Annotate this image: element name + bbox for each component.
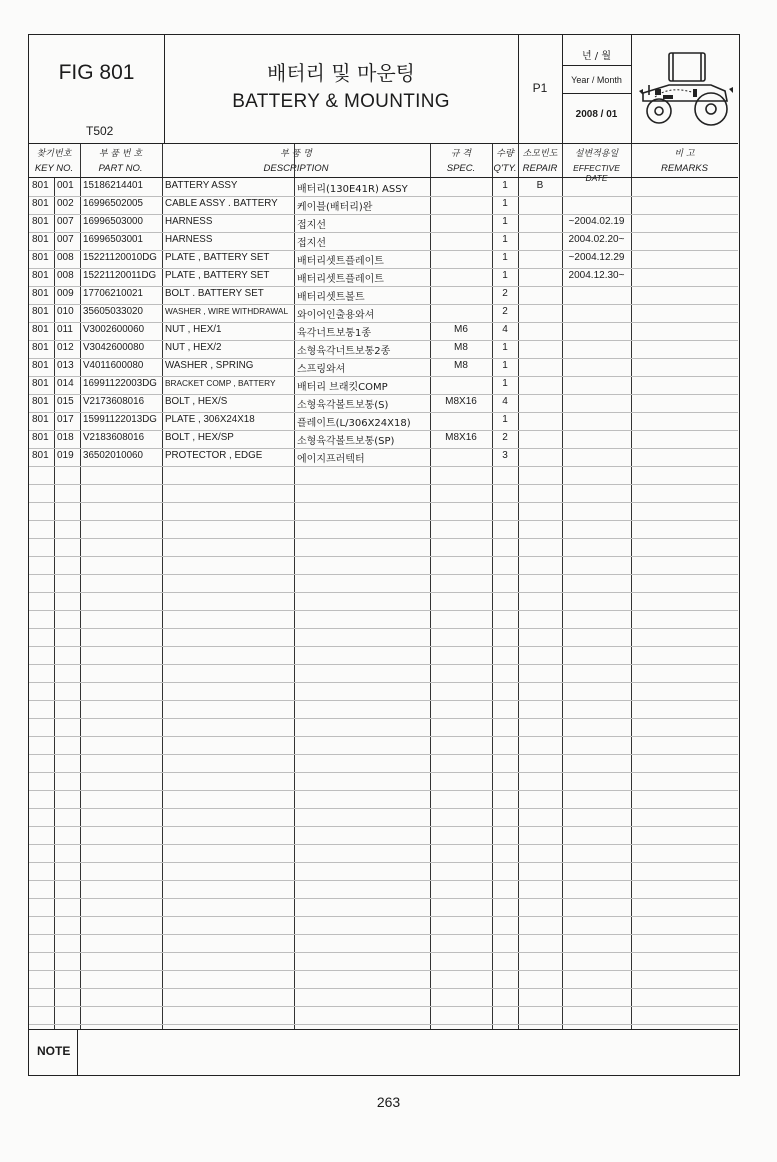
table-row (29, 988, 738, 1007)
cell-key: 018 (57, 432, 74, 443)
cell-desc-en: PROTECTOR , EDGE (165, 450, 263, 461)
col-repair-ko: 소모빈도 (522, 149, 558, 159)
col-qty-ko: 수량 (496, 149, 514, 159)
cell-desc-en: HARNESS (165, 234, 213, 245)
table-row (29, 628, 738, 647)
cell-fig: 801 (32, 378, 49, 389)
table-row (29, 466, 738, 485)
table-row (29, 448, 738, 467)
cell-desc-ko: 접지선 (297, 220, 326, 231)
cell-part: V3002600060 (83, 324, 145, 335)
note-box (29, 1029, 738, 1075)
col-spec-ko: 규 격 (450, 149, 472, 159)
cell-qty: 1 (502, 252, 508, 263)
page-number: 263 (376, 1094, 401, 1110)
cell-desc-ko: 플레이트(L/306X24X18) (297, 418, 411, 429)
table-row (29, 754, 738, 773)
note-label: NOTE (37, 1044, 71, 1058)
table-row (29, 844, 738, 863)
table-row (29, 808, 738, 827)
col-qty-en: Q'TY. (493, 163, 517, 174)
cell-desc-en: PLATE , BATTERY SET (165, 252, 270, 263)
cell-spec: M6 (454, 324, 468, 335)
cell-qty: 2 (502, 288, 508, 299)
table-row (29, 736, 738, 755)
cell-desc-ko: 소형육각너트보통2종 (297, 346, 391, 357)
cell-qty: 1 (502, 342, 508, 353)
cell-qty: 4 (502, 324, 508, 335)
table-row (29, 610, 738, 629)
table-row (29, 358, 738, 377)
table-row (29, 646, 738, 665)
table-row (29, 700, 738, 719)
cell-desc-en: PLATE , 306X24X18 (165, 414, 255, 425)
cell-spec: M8X16 (445, 432, 477, 443)
cell-part: V2183608016 (83, 432, 145, 443)
table-row (29, 952, 738, 971)
group-code: T502 (86, 124, 114, 138)
cell-part: 36502010060 (83, 450, 143, 461)
cell-key: 011 (57, 324, 73, 335)
cell-desc-ko: 소형육각볼트보통(S) (297, 400, 389, 411)
cell-key: 017 (57, 414, 74, 425)
cell-fig: 801 (32, 216, 49, 227)
cell-fig: 801 (32, 342, 49, 353)
table-row (29, 790, 738, 809)
table-row (29, 682, 738, 701)
cell-desc-ko: 스프링와셔 (297, 364, 346, 375)
cell-part: V3042600080 (83, 342, 145, 353)
cell-desc-en: PLATE , BATTERY SET (165, 270, 270, 281)
cell-eff: 2004.02.20~ (568, 234, 625, 245)
table-row (29, 484, 738, 503)
cell-part: 17706210021 (83, 288, 143, 299)
cell-desc-en: HARNESS (165, 216, 213, 227)
cell-key: 015 (57, 396, 74, 407)
cell-eff: ~2004.12.29 (568, 252, 625, 263)
cell-qty: 1 (502, 270, 508, 281)
table-row (29, 934, 738, 953)
cell-fig: 801 (32, 198, 49, 209)
cell-key: 007 (57, 216, 74, 227)
col-part-en: PART NO. (98, 163, 143, 174)
cell-fig: 801 (32, 252, 49, 263)
table-row (29, 574, 738, 593)
col-rem-en: REMARKS (661, 163, 708, 174)
cell-desc-en: BATTERY ASSY (165, 180, 238, 191)
cell-part: 15221120011DG (83, 270, 157, 281)
cell-qty: 2 (502, 432, 508, 443)
table-row (29, 772, 738, 791)
col-spec-en: SPEC. (446, 163, 476, 174)
cell-fig: 801 (32, 450, 49, 461)
cell-qty: 1 (502, 180, 508, 191)
cell-eff: ~2004.02.19 (568, 216, 625, 227)
col-key-en: KEY NO. (34, 163, 74, 174)
cell-key: 009 (57, 288, 74, 299)
cell-qty: 1 (502, 234, 508, 245)
sheet-header (29, 35, 738, 144)
table-row (29, 520, 738, 539)
table-row (29, 538, 738, 557)
cell-desc-ko: 배터리셋트플레이트 (297, 256, 384, 267)
table-row (29, 1006, 738, 1025)
cell-desc-ko: 접지선 (297, 238, 326, 249)
cell-desc-en: BOLT , HEX/S (165, 396, 228, 407)
cell-desc-ko: 에이지프러텍터 (297, 454, 365, 465)
table-row (29, 196, 738, 215)
table-row (29, 340, 738, 359)
cell-key: 008 (57, 270, 74, 281)
cell-desc-ko: 배터리(130E41R) ASSY (297, 184, 408, 195)
table-row (29, 250, 738, 269)
cell-key: 002 (57, 198, 74, 209)
cell-fig: 801 (32, 270, 49, 281)
table-row (29, 304, 738, 323)
figure-number: FIG 801 (58, 61, 135, 84)
cell-fig: 801 (32, 324, 49, 335)
year-month-label-ko: 년 / 월 (581, 51, 612, 62)
table-row (29, 556, 738, 575)
col-desc-en: DESCRIPTION (263, 163, 329, 174)
table-row (29, 826, 738, 845)
cell-desc-en: NUT , HEX/1 (165, 324, 222, 335)
table-row (29, 178, 738, 197)
col-eff-en: EFFECTIVE DATE (573, 163, 620, 183)
table-row (29, 502, 738, 521)
cell-desc-ko: 소형육각볼트보통(SP) (297, 436, 395, 447)
cell-key: 014 (57, 378, 74, 389)
table-row (29, 412, 738, 431)
cell-desc-en: BRACKET COMP , BATTERY (165, 378, 276, 388)
cell-qty: 2 (502, 306, 508, 317)
cell-spec: M8 (454, 342, 468, 353)
cell-qty: 1 (502, 360, 508, 371)
table-row (29, 880, 738, 899)
cell-part: 16991122003DG (83, 378, 157, 389)
page-code: P1 (532, 81, 548, 95)
col-repair-en: REPAIR (522, 163, 558, 174)
parts-sheet (28, 34, 740, 1076)
table-row (29, 916, 738, 935)
cell-part: 15221120010DG (83, 252, 157, 263)
cell-part: 16996503000 (83, 216, 143, 227)
cell-part: V4011600080 (83, 360, 144, 371)
table-row (29, 970, 738, 989)
table-row (29, 430, 738, 449)
table-row (29, 268, 738, 287)
cell-desc-en: BOLT . BATTERY SET (165, 288, 264, 299)
cell-fig: 801 (32, 180, 49, 191)
cell-desc-ko: 배터리셋트볼트 (297, 292, 365, 303)
cell-part: V2173608016 (83, 396, 145, 407)
table-row (29, 322, 738, 341)
cell-key: 007 (57, 234, 74, 245)
cell-desc-ko: 배터리셋트플레이트 (297, 274, 384, 285)
table-row (29, 376, 738, 395)
cell-key: 013 (57, 360, 74, 371)
cell-desc-en: NUT , HEX/2 (165, 342, 222, 353)
cell-part: 16996503001 (83, 234, 143, 245)
year-month-value: 2008 / 01 (575, 109, 618, 120)
cell-desc-ko: 배터리 브래킷COMP (297, 382, 388, 393)
cell-key: 010 (57, 306, 74, 317)
cell-part: 15991122013DG (83, 414, 157, 425)
cell-desc-ko: 육각너트보통1종 (297, 328, 371, 339)
cell-desc-en: WASHER , WIRE WITHDRAWAL (165, 306, 289, 316)
table-row (29, 592, 738, 611)
cell-spec: M8X16 (445, 396, 477, 407)
table-row (29, 862, 738, 881)
year-month-label-en: Year / Month (571, 75, 622, 85)
cell-fig: 801 (32, 288, 49, 299)
cell-repair: B (536, 180, 544, 191)
cell-spec: M8 (454, 360, 468, 371)
cell-desc-en: CABLE ASSY . BATTERY (165, 198, 278, 209)
cell-qty: 4 (502, 396, 508, 407)
table-row (29, 286, 738, 305)
cell-fig: 801 (32, 432, 49, 443)
title-korean: 배터리 및 마운팅 (267, 61, 415, 85)
cell-eff: 2004.12.30~ (568, 270, 625, 281)
table-row (29, 214, 738, 233)
table-row (29, 232, 738, 251)
cell-key: 012 (57, 342, 74, 353)
cell-desc-ko: 케이블(배터리)완 (297, 202, 373, 213)
cell-fig: 801 (32, 396, 49, 407)
col-eff-ko: 설변적용일 (574, 149, 619, 159)
table-row (29, 394, 738, 413)
col-desc-ko: 부 품 명 (280, 149, 312, 159)
cell-part: 35605033020 (83, 306, 143, 317)
cell-qty: 1 (502, 198, 508, 209)
cell-fig: 801 (32, 234, 49, 245)
cell-qty: 1 (502, 216, 508, 227)
cell-fig: 801 (32, 414, 49, 425)
cell-qty: 1 (502, 378, 508, 389)
cell-desc-en: WASHER , SPRING (165, 360, 254, 371)
cell-fig: 801 (32, 306, 49, 317)
cell-key: 008 (57, 252, 74, 263)
col-key-ko: 찾기번호 (36, 149, 72, 159)
cell-desc-en: BOLT , HEX/SP (165, 432, 234, 443)
table-row (29, 898, 738, 917)
table-row (29, 664, 738, 683)
cell-qty: 1 (502, 414, 508, 425)
tractor-icon (635, 45, 735, 135)
cell-fig: 801 (32, 360, 49, 371)
table-row (29, 718, 738, 737)
col-part-ko: 부 품 번 호 (98, 149, 143, 159)
cell-part: 15186214401 (83, 180, 143, 191)
col-rem-ko: 비 고 (674, 149, 695, 159)
cell-part: 16996502005 (83, 198, 143, 209)
cell-qty: 3 (502, 450, 508, 461)
cell-key: 019 (57, 450, 74, 461)
cell-key: 001 (57, 180, 74, 191)
cell-desc-ko: 와이어인출용와셔 (297, 310, 375, 321)
title-english: BATTERY & MOUNTING (232, 91, 450, 112)
